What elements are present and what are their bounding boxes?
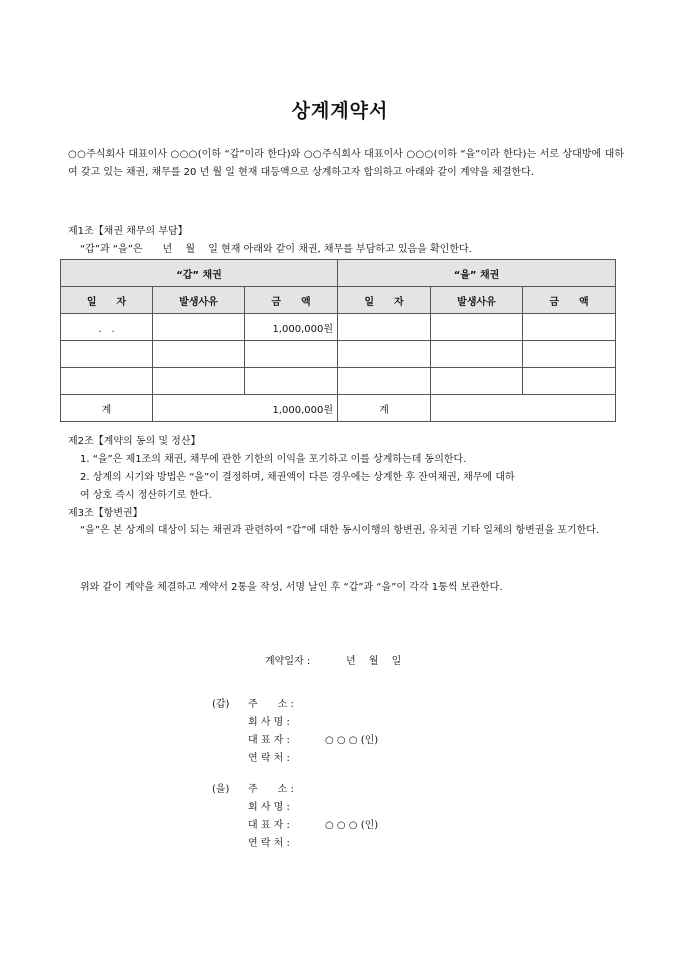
article3-text: “을”은 본 상계의 대상이 되는 채권과 관련하여 “갑”에 대한 동시이행의 항변권, 유치권 기타 일체의 항변권을 포기한다. (80, 525, 600, 536)
b-reason-cell (431, 368, 523, 395)
a-date-cell (61, 341, 153, 368)
b-amount-cell (523, 368, 616, 395)
contract-date-label: 계약일자 : (265, 656, 311, 667)
document-title: 상계계약서 (291, 100, 389, 122)
party-b-address-label: 주 소 : (248, 784, 294, 795)
col-reason-b: 발생사유 (431, 287, 523, 314)
intro-paragraph: ○○주식회사 대표이사 ○○○(이하 “갑”이라 한다)와 ○○주식회사 대표이사 ○○○(이하 “을”이라 한다)는 서로 상대방에 대하여 갖고 있는 채권, 채무를 20 년 월 일 현재 대등액으로 상계하고자 합의하고 아래와 같이 계약을 체결한다. (68, 149, 624, 178)
a-reason-cell (153, 368, 245, 395)
b-total-amount (431, 395, 616, 422)
party-a-rep-label: 대 표 자 : (248, 735, 290, 746)
b-total-label: 계 (338, 395, 431, 422)
closing-sentence: 위와 같이 계약을 체결하고 계약서 2통을 작성, 서명 날인 후 “갑”과 “을”이 각각 1통씩 보관한다. (80, 582, 503, 593)
party-b-company-label: 회 사 명 : (248, 802, 290, 813)
b-reason-cell (431, 341, 523, 368)
table-row (61, 368, 616, 395)
a-amount-cell: 1,000,000원 (245, 314, 338, 341)
article3-heading: 제3조【항변권】 (68, 508, 143, 519)
b-date-cell (338, 341, 431, 368)
party-b-rep-label: 대 표 자 : (248, 820, 290, 831)
table-row (61, 341, 616, 368)
table-row (61, 314, 616, 341)
a-date-cell: . . (61, 314, 153, 341)
a-amount-cell (245, 368, 338, 395)
a-amount-cell (245, 341, 338, 368)
article1-heading: 제1조【채권 채무의 부담】 (68, 226, 188, 237)
col-date-a: 일 자 (61, 287, 153, 314)
party-a-contact-label: 연 락 처 : (248, 753, 290, 764)
b-amount-cell (523, 341, 616, 368)
b-date-cell (338, 368, 431, 395)
table-group-header (61, 260, 616, 287)
party-a-rep-seal: ○ ○ ○ (인) (325, 735, 379, 746)
col-date-b: 일 자 (338, 287, 431, 314)
a-reason-cell (153, 341, 245, 368)
article2-item2-line1: 2. 상계의 시기와 방법은 “을”이 결정하며, 채권액이 다른 경우에는 상계한 후 잔여채권, 채무에 대하 (80, 472, 515, 483)
article1-text: “갑”과 “을”은 년 월 일 현재 아래와 같이 채권, 채무를 부담하고 있음을 확인한다. (80, 244, 472, 255)
table-total-row (61, 395, 616, 422)
col-reason-a: 발생사유 (153, 287, 245, 314)
party-b-tag: (을) (212, 784, 230, 795)
article2-item1: 1. “을”은 제1조의 채권, 채무에 관한 기한의 이익을 포기하고 이를 상계하는데 동의한다. (80, 454, 467, 465)
b-date-cell (338, 314, 431, 341)
party-b-rep-seal: ○ ○ ○ (인) (325, 820, 379, 831)
article2-item2-line2: 여 상호 즉시 정산하기로 한다. (80, 490, 212, 501)
a-reason-cell (153, 314, 245, 341)
a-total-amount: 1,000,000원 (153, 395, 338, 422)
a-total-label: 계 (61, 395, 153, 422)
group-b-header: “을” 채권 (338, 260, 616, 287)
debt-table (60, 259, 616, 422)
party-a-tag: (갑) (212, 699, 230, 710)
a-date-cell (61, 368, 153, 395)
party-a-address-label: 주 소 : (248, 699, 294, 710)
col-amount-b: 금 액 (523, 287, 616, 314)
group-a-header: “갑” 채권 (61, 260, 338, 287)
party-a-company-label: 회 사 명 : (248, 717, 290, 728)
contract-date-value: 년 월 일 (346, 656, 402, 667)
party-b-contact-label: 연 락 처 : (248, 838, 290, 849)
article2-heading: 제2조【계약의 동의 및 정산】 (68, 436, 201, 447)
b-reason-cell (431, 314, 523, 341)
b-amount-cell (523, 314, 616, 341)
table-column-header (61, 287, 616, 314)
col-amount-a: 금 액 (245, 287, 338, 314)
